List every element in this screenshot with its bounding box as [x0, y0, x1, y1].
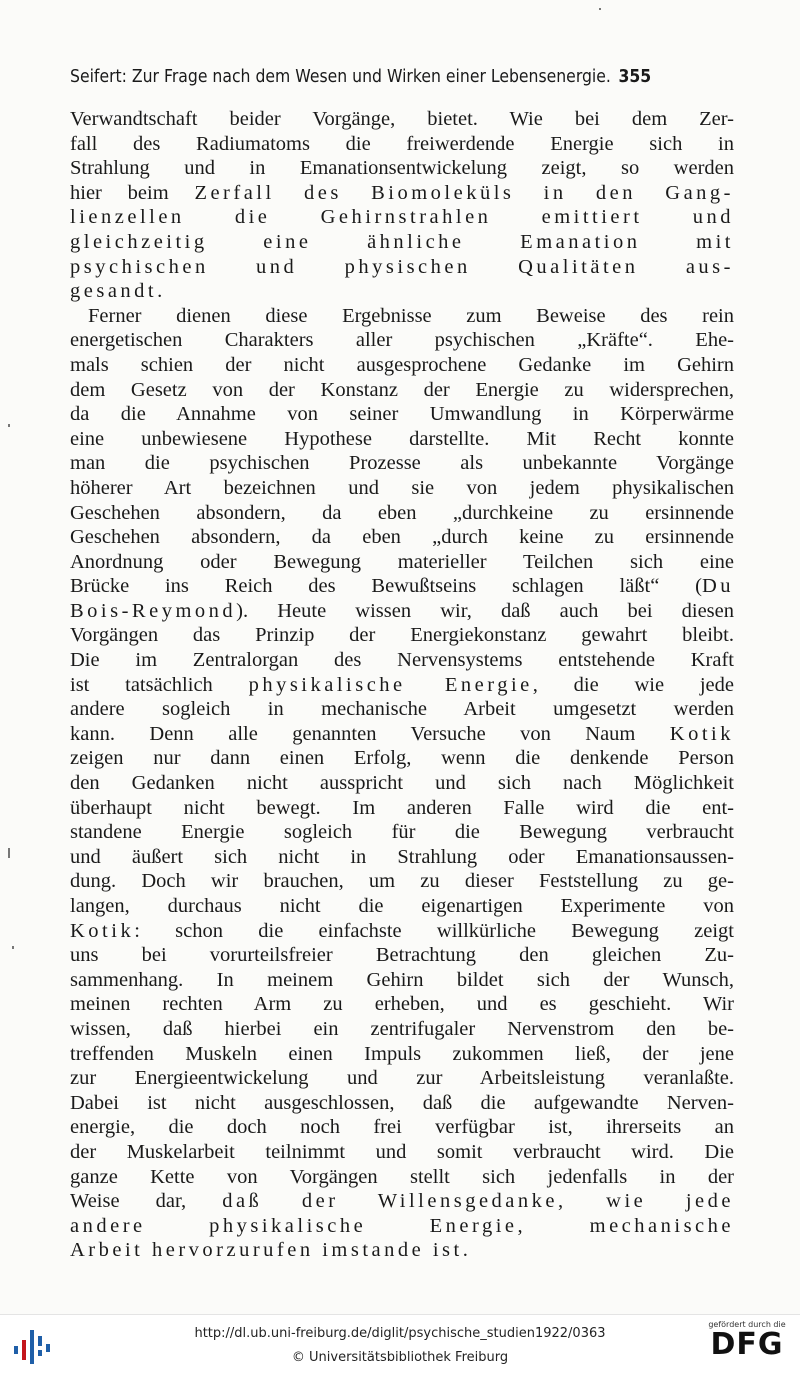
text-run: sammenhang. In meinem Gehirn bildet sich der Wunsch,: [70, 968, 734, 991]
spaced-emphasis: Du: [701, 575, 734, 598]
text-run: höherer Art bezeichnen und sie von jedem physikalischen: [70, 476, 734, 499]
text-line: [70, 279, 734, 304]
text-line: [70, 820, 734, 845]
spaced-emphasis: psychischen und physischen Qualitäten aus-: [70, 255, 734, 278]
scan-mark: [8, 424, 10, 427]
text-line: [70, 845, 734, 870]
spaced-emphasis: Kotik: [669, 722, 734, 745]
text-run: langen, durchaus nicht die eigenartigen Experimente von: [70, 895, 734, 917]
text-line: [70, 1017, 734, 1042]
spaced-emphasis: gesandt: [70, 280, 158, 303]
text-line: [70, 771, 734, 796]
text-run: .: [462, 1239, 468, 1262]
text-run: ). Heute wissen wir, daß auch bei diesen: [236, 599, 734, 622]
text-line: [70, 1140, 734, 1165]
text-line: [70, 746, 734, 771]
text-run: Die im Zentralorgan des Nervensystems entstehende Kraft: [70, 649, 734, 672]
spaced-emphasis: Bois-Reymond: [70, 599, 237, 622]
text-line: [70, 1091, 734, 1116]
text-line: [70, 796, 734, 821]
text-line: [70, 1214, 734, 1239]
dfg-tagline: gefördert durch die: [708, 1320, 786, 1329]
dfg-logo-text: DFG: [710, 1327, 784, 1362]
text-line: [70, 378, 734, 403]
text-run: kann. Denn alle genannten Versuche von Naum: [70, 722, 670, 745]
text-line: [70, 328, 734, 353]
body-text: [70, 107, 734, 1263]
text-run: uns bei vorurteilsfreier Betrachtung den gleichen Zu-: [70, 944, 734, 967]
text-run: da die Annahme von seiner Umwandlung in Körperwärme: [70, 403, 734, 426]
text-run: dung. Doch wir brauchen, um zu dieser Feststellung zu ge-: [70, 870, 734, 893]
spaced-emphasis: physikalische Energie: [248, 673, 533, 696]
text-line: [70, 968, 734, 993]
text-run: energie, die doch noch frei verfügbar ist, ihrerseits an: [70, 1116, 734, 1139]
text-run: ist tatsächlich: [70, 673, 249, 696]
text-run: energetischen Charakters aller psychischen „Kräfte“. Ehe-: [70, 329, 734, 352]
text-line: [70, 132, 734, 157]
text-line: [70, 943, 734, 968]
text-line: [70, 722, 734, 747]
scan-mark: [8, 848, 10, 858]
text-line: [70, 304, 734, 329]
text-line: [70, 230, 734, 255]
text-run: man die psychischen Prozesse als unbekannte Vorgänge: [70, 452, 734, 475]
text-line: [70, 451, 734, 476]
text-line: [70, 894, 734, 919]
text-run: Weise dar,: [70, 1190, 223, 1213]
text-line: [70, 869, 734, 894]
spaced-emphasis: Arbeit hervorzurufen imstande ist: [70, 1239, 463, 1262]
page-number: 355: [618, 66, 652, 87]
text-line: [70, 1189, 734, 1214]
text-line: [70, 205, 734, 230]
footer-copyright: © Universitätsbibliothek Freiburg: [291, 1350, 509, 1365]
running-head: [70, 66, 651, 87]
text-run: Dabei ist nicht ausgeschlossen, daß die aufgewandte Nerven-: [70, 1091, 734, 1114]
spaced-emphasis: andere physikalische Energie, mechanische: [70, 1214, 734, 1237]
text-line: [70, 255, 734, 280]
spaced-emphasis: daß der Willensgedanke, wie jede: [222, 1190, 734, 1213]
text-line: [70, 1066, 734, 1091]
text-run: hier beim: [70, 181, 195, 204]
spaced-emphasis: lienzellen die Gehirnstrahlen emittiert und: [70, 206, 734, 229]
text-line: [70, 427, 734, 452]
text-run: Geschehen absondern, da eben „durch keine zu ersinnende: [70, 526, 734, 549]
text-line: [70, 599, 734, 624]
text-line: [70, 156, 734, 181]
text-run: zeigen nur dann einen Erfolg, wenn die denkende Person: [70, 747, 734, 770]
text-run: Ferner dienen diese Ergebnisse zum Beweise des rein: [88, 304, 734, 327]
text-run: den Gedanken nicht ausspricht und sich nach Möglichkeit: [70, 772, 734, 795]
footer-url[interactable]: http://dl.ub.uni-freiburg.de/diglit/psychische_studien1922/0363: [194, 1326, 606, 1341]
text-run: , die wie jede: [532, 673, 734, 696]
text-line: [70, 1042, 734, 1067]
spaced-emphasis: gleichzeitig eine ähnliche Emanation mit: [70, 230, 734, 253]
text-line: [70, 353, 734, 378]
text-line: [70, 673, 734, 698]
text-line: [70, 525, 734, 550]
text-line: [70, 697, 734, 722]
text-run: andere sogleich in mechanische Arbeit umgesetzt werden: [70, 698, 734, 721]
text-line: [70, 181, 734, 206]
text-run: Strahlung und in Emanationsentwickelung zeigt, so werden: [70, 157, 734, 180]
text-run: .: [157, 280, 163, 303]
text-run: dem Gesetz von der Konstanz der Energie zu widersprechen,: [70, 378, 734, 401]
scan-mark: [599, 8, 601, 10]
text-line: [70, 574, 734, 599]
text-run: Geschehen absondern, da eben „durchkeine zu ersinnende: [70, 501, 734, 524]
text-run: Anordnung oder Bewegung materieller Teilchen sich eine: [70, 550, 734, 573]
spaced-emphasis: Zerfall des Biomoleküls in den Gang-: [194, 181, 734, 204]
scan-mark: [12, 946, 14, 949]
text-run: wissen, daß hierbei ein zentrifugaler Nervenstrom den be-: [70, 1017, 734, 1040]
text-run: treffenden Muskeln einen Impuls zukommen ließ, der jene: [70, 1042, 734, 1065]
text-line: [70, 1115, 734, 1140]
text-run: standene Energie sogleich für die Bewegung verbraucht: [70, 821, 734, 844]
text-line: [70, 476, 734, 501]
text-run: der Muskelarbeit teilnimmt und somit verbraucht wird. Die: [70, 1140, 734, 1163]
text-run: eine unbewiesene Hypothese darstellte. Mit Recht konnte: [70, 427, 734, 450]
text-line: [70, 501, 734, 526]
text-run: Vorgängen das Prinzip der Energiekonstanz gewahrt bleibt.: [70, 624, 734, 647]
text-line: [70, 992, 734, 1017]
running-title: Seifert: Zur Frage nach dem Wesen und Wirken einer Lebensenergie.: [70, 66, 611, 87]
text-run: meinen rechten Arm zu erheben, und es geschieht. Wir: [70, 993, 734, 1016]
text-line: [70, 1238, 734, 1263]
text-line: [70, 550, 734, 575]
text-line: [70, 919, 734, 944]
text-line: [70, 402, 734, 427]
text-run: mals schien der nicht ausgesprochene Gedanke im Gehirn: [70, 353, 734, 376]
text-line: [70, 1165, 734, 1190]
text-run: : schon die einfachste willkürliche Bewegung zeigt: [134, 919, 734, 942]
text-run: und äußert sich nicht in Strahlung oder Emanationsaussen-: [70, 845, 734, 868]
text-run: Brücke ins Reich des Bewußtseins schlagen läßt“ (: [70, 575, 702, 598]
text-line: [70, 648, 734, 673]
dfg-logo: [702, 1320, 792, 1368]
text-run: ganze Kette von Vorgängen stellt sich jedenfalls in der: [70, 1165, 734, 1188]
spaced-emphasis: Kotik: [70, 919, 135, 942]
text-run: fall des Radiumatoms die freiwerdende Energie sich in: [70, 132, 734, 155]
text-run: zur Energieentwickelung und zur Arbeitsleistung veranlaßte.: [70, 1067, 734, 1090]
text-run: überhaupt nicht bewegt. Im anderen Falle wird die ent-: [70, 796, 734, 819]
text-line: [70, 623, 734, 648]
text-line: [70, 107, 734, 132]
text-run: Verwandtschaft beider Vorgänge, bietet. Wie bei dem Zer-: [70, 108, 734, 130]
